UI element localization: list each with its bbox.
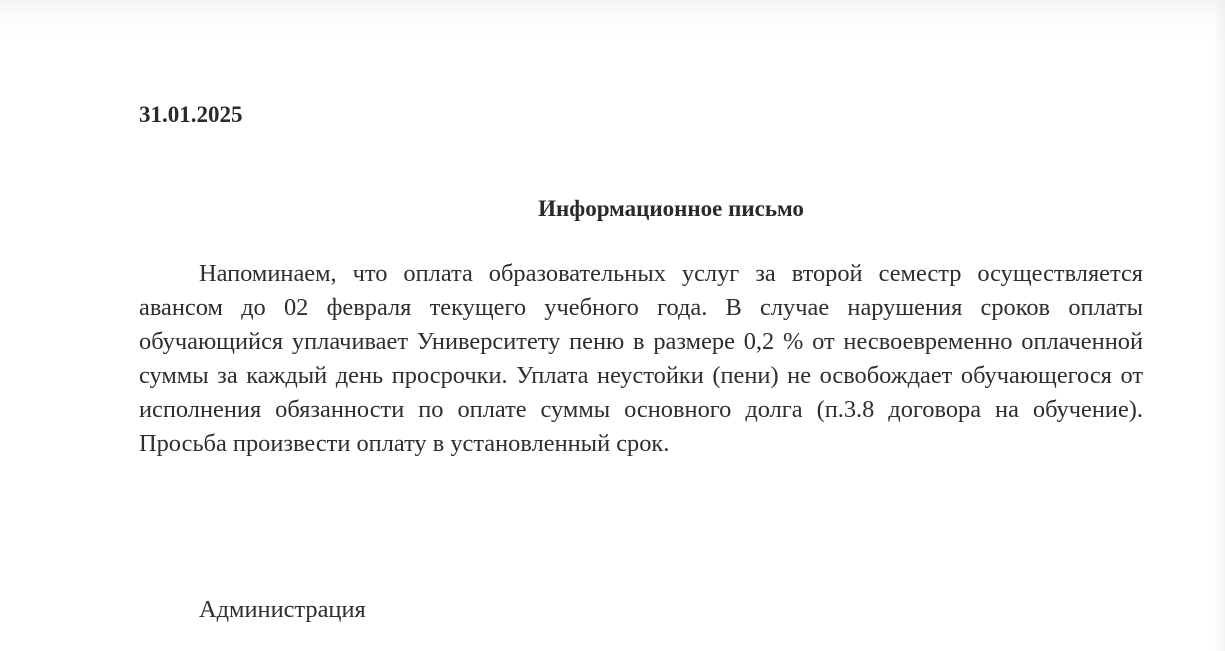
letter-body: Напоминаем, что оплата образовательных услуг за второй семестр осуществляется авансом до 02 февраля текущего учебного года. В случае нарушения сроков оплаты обучающийся уплачивает Университету пеню в размере 0,2 % от несвоевременно оплаченной суммы за каждый день просрочки. Уплата неустойки (пени) не освобождает обучающегося от исполнения обязанности по оплате суммы основного долга (п.3.8 договора на обучение). Просьба произвести оплату в установленный срок. (139, 260, 1143, 457)
scan-edge-shadow (1213, 0, 1225, 651)
letter-date: 31.01.2025 (139, 102, 243, 127)
letter-title: Информационное письмо (538, 196, 804, 221)
letter-signature: Администрация (199, 596, 366, 623)
